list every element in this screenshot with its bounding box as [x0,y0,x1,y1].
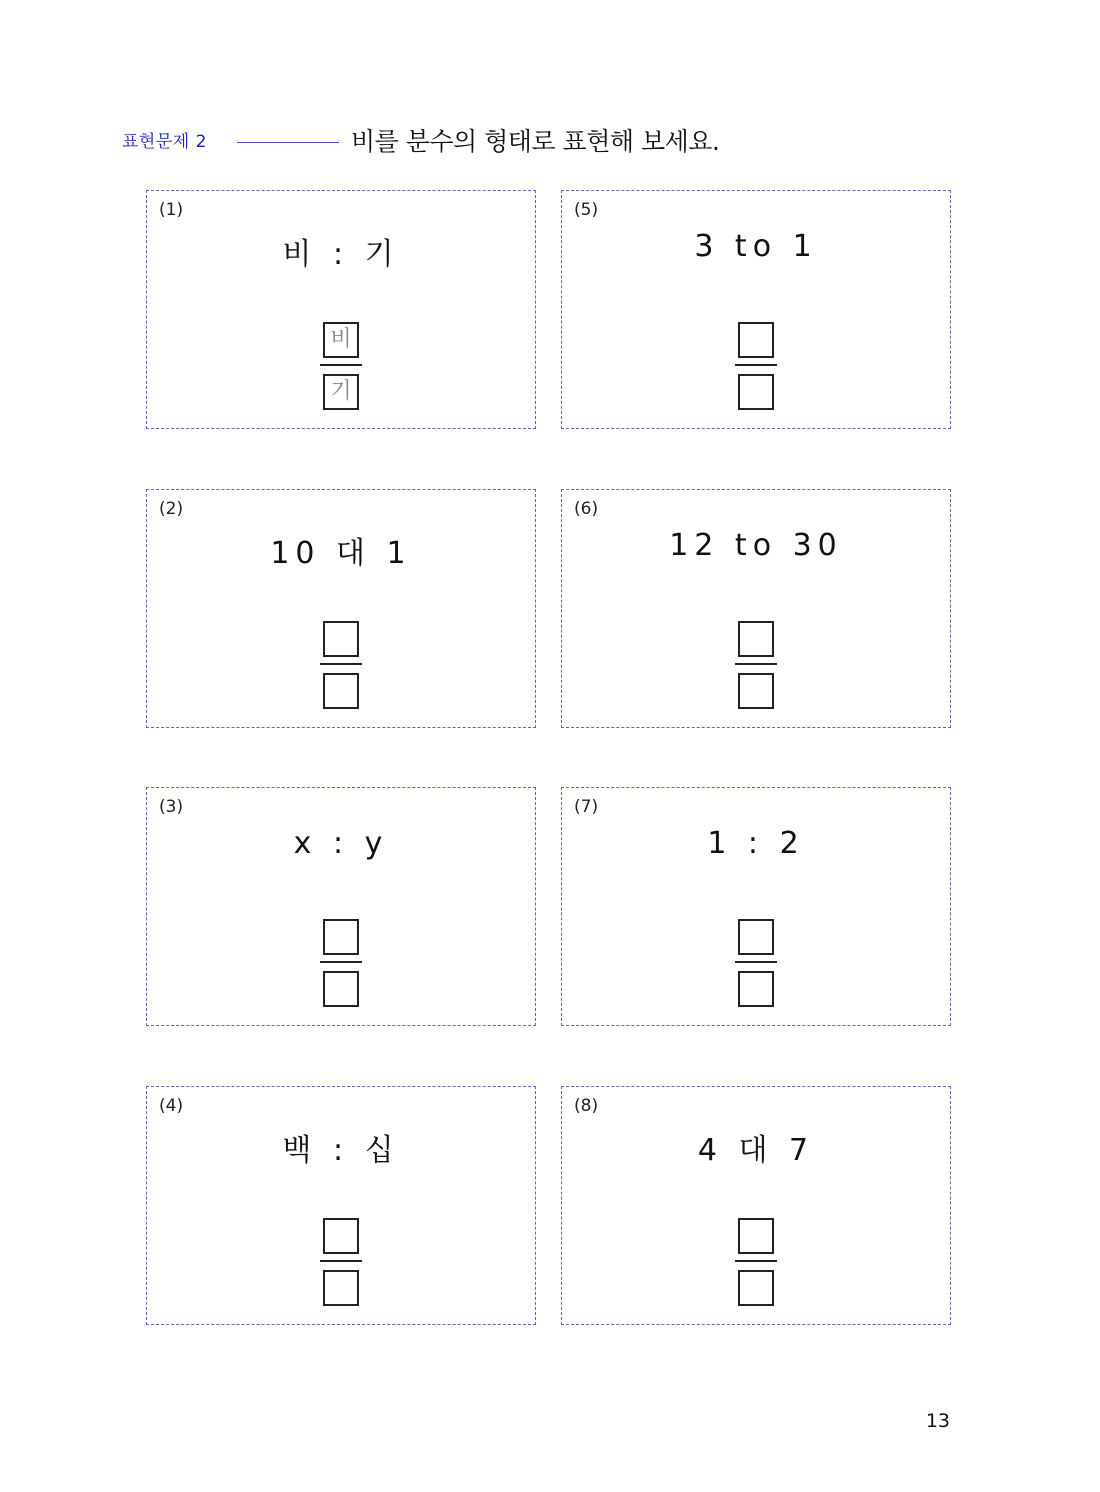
ratio-expression: x : y [293,826,389,861]
fraction-bar [735,1260,777,1262]
ratio-expression: 비 : 기 [282,237,400,272]
ratio-expression: 4 대 7 [697,1133,815,1168]
fraction-answer [321,919,361,1009]
problem-card-5 [561,190,951,429]
section-label: 표현문제 2 [122,132,207,152]
denominator-box[interactable] [738,374,774,410]
ratio-expression: 백 : 십 [282,1133,400,1168]
numerator-box[interactable] [738,621,774,657]
fraction-bar [320,364,362,366]
numerator-box[interactable] [323,621,359,657]
numerator-box[interactable] [323,1218,359,1254]
problem-number: (1) [159,200,184,220]
problem-number: (7) [574,797,599,817]
problem-card-3 [146,787,536,1026]
denominator-box[interactable] [738,971,774,1007]
problem-number: (6) [574,499,599,519]
numerator-box[interactable] [738,919,774,955]
page-number: 13 [925,1410,950,1432]
denominator-box[interactable] [323,971,359,1007]
numerator-box[interactable] [738,322,774,358]
ratio-expression: 10 대 1 [270,536,412,571]
ratio-expression: 1 : 2 [707,826,805,861]
problem-number: (5) [574,200,599,220]
denominator-box[interactable]: 기 [323,374,359,410]
denominator-box[interactable] [738,673,774,709]
problem-number: (4) [159,1096,184,1116]
instruction-text: 비를 분수의 형태로 표현해 보세요. [351,127,720,156]
fraction-bar [735,663,777,665]
ratio-expression: 3 to 1 [694,229,818,264]
problem-card-2 [146,489,536,728]
fraction-answer [321,1218,361,1308]
problem-number: (8) [574,1096,599,1116]
numerator-box[interactable]: 비 [323,322,359,358]
page-header [122,122,942,158]
problem-card-8 [561,1086,951,1325]
denominator-box[interactable] [323,673,359,709]
fraction-answer [736,322,776,412]
ratio-expression: 12 to 30 [669,528,843,563]
problem-card-6 [561,489,951,728]
fraction-bar [735,364,777,366]
denominator-box[interactable] [738,1270,774,1306]
fraction-answer [736,919,776,1009]
problem-card-7 [561,787,951,1026]
fraction-bar [735,961,777,963]
fraction-answer [736,1218,776,1308]
fraction-bar [320,1260,362,1262]
numerator-box[interactable] [738,1218,774,1254]
header-divider-line [237,142,339,143]
problem-number: (2) [159,499,184,519]
problem-number: (3) [159,797,184,817]
fraction-answer [736,621,776,711]
problem-card-4 [146,1086,536,1325]
problem-card-1 [146,190,536,429]
fraction-bar [320,961,362,963]
fraction-answer [321,322,361,412]
numerator-box[interactable] [323,919,359,955]
denominator-box[interactable] [323,1270,359,1306]
fraction-answer [321,621,361,711]
fraction-bar [320,663,362,665]
